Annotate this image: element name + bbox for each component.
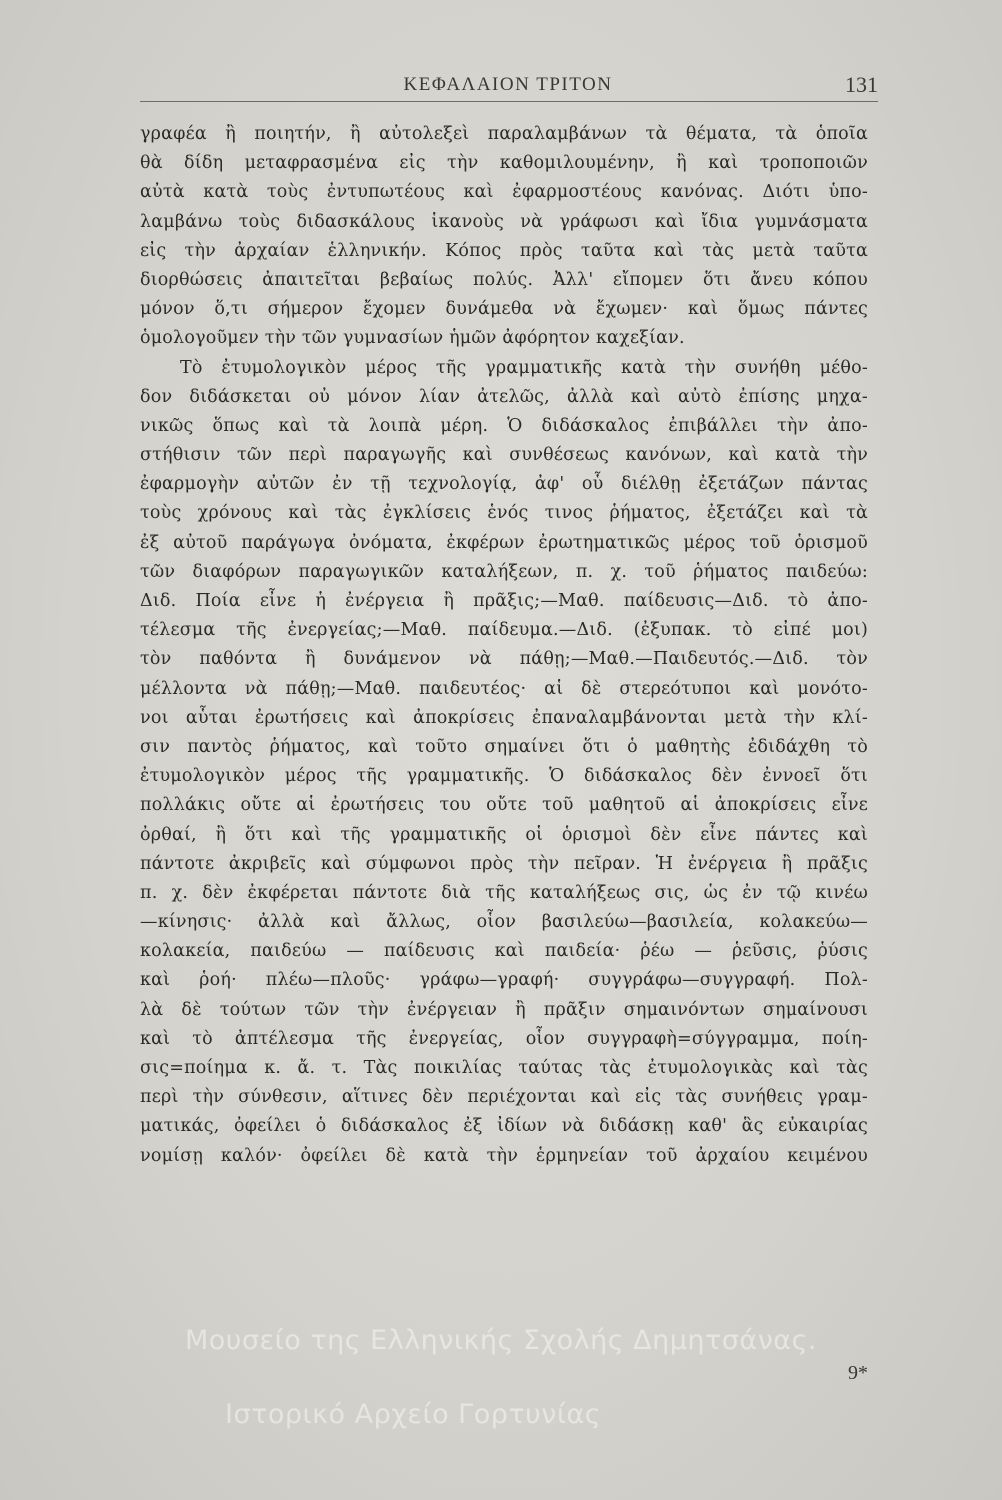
page-header (138, 66, 878, 106)
text-line: νικῶς ὅπως καὶ τὰ λοιπὰ μέρη. Ὁ διδάσκαλος ἐπιβάλλει τὴν ἀπο- (140, 415, 868, 436)
text-line: καὶ τὸ ἀπτέλεσμα τῆς ἐνεργείας, οἷον συγγραφὴ=σύγγραμμα, ποίη- (140, 1028, 868, 1049)
text-line: λαμβάνω τοὺς διδασκάλους ἱκανοὺς νὰ γράφωσι καὶ ἴδια γυμνάσματα (140, 211, 868, 232)
text-line: θὰ δίδη μεταφρασμένα εἰς τὴν καθομιλουμένην, ἢ καὶ τροποποιῶν (140, 153, 868, 174)
text-line: μέλλοντα νὰ πάθῃ;—Μαθ. παιδευτέος· αἱ δὲ στερεότυποι καὶ μονότο- (140, 678, 868, 699)
text-line: τῶν διαφόρων παραγωγικῶν καταλήξεων, π. χ. τοῦ ῥήματος παιδεύω: (140, 561, 868, 582)
text-line: πάντοτε ἀκριβεῖς καὶ σύμφωνοι πρὸς τὴν πεῖραν. Ἡ ἐνέργεια ἢ πρᾶξις (140, 853, 868, 874)
text-line: λὰ δὲ τούτων τῶν τὴν ἐνέργειαν ἢ πρᾶξιν σημαινόντων σημαίνουσι (140, 999, 868, 1020)
text-line: ἐφαρμογὴν αὐτῶν ἐν τῇ τεχνολογίᾳ, ἀφ' οὗ διέλθῃ ἐξετάζων πάντας (140, 474, 868, 495)
text-line: αὐτὰ κατὰ τοὺς ἐντυπωτέους καὶ ἐφαρμοστέους κανόνας. Διότι ὑπο- (140, 182, 868, 203)
text-line: διορθώσεις ἀπαιτεῖται βεβαίως πολύς. Ἀλλ' εἴπομεν ὅτι ἄνευ κόπου (140, 269, 868, 290)
text-line: γραφέα ἢ ποιητήν, ἢ αὐτολεξεὶ παραλαμβάνων τὰ θέματα, τὰ ὁποῖα (140, 124, 868, 144)
signature-mark: 9* (848, 1362, 868, 1384)
text-line: τοὺς χρόνους καὶ τὰς ἐγκλίσεις ἑνός τινος ῥήματος, ἐξετάζει καὶ τὰ (140, 503, 868, 524)
header-rule (140, 101, 878, 102)
text-line: σις=ποίημα κ. ἄ. τ. Τὰς ποικιλίας ταύτας τὰς ἐτυμολογικὰς καὶ τὰς (140, 1058, 868, 1078)
text-line: δον διδάσκεται οὐ μόνον λίαν ἀτελῶς, ἀλλὰ καὶ αὐτὸ ἐπίσης μηχα- (140, 386, 868, 407)
text-line: κολακεία, παιδεύω — παίδευσις καὶ παιδεία· ῥέω — ῥεῦσις, ῥύσις (140, 941, 868, 962)
text-line: ἐτυμολογικὸν μέρος τῆς γραμματικῆς. Ὁ διδάσκαλος δὲν ἐννοεῖ ὅτι (140, 766, 868, 787)
text-line: νοι αὗται ἐρωτήσεις καὶ ἀποκρίσεις ἐπαναλαμβάνονται μετὰ τὴν κλί- (140, 707, 868, 728)
text-line: στήθισιν τῶν περὶ παραγωγῆς καὶ συνθέσεως κανόνων, καὶ κατὰ τὴν (140, 445, 868, 466)
text-line: μόνον ὅ,τι σήμερον ἔχομεν δυνάμεθα νὰ ἔχωμεν· καὶ ὅμως πάντες (140, 299, 868, 320)
text-line: ὀρθαί, ἢ ὅτι καὶ τῆς γραμματικῆς οἱ ὁρισμοὶ δὲν εἶνε πάντες καὶ (140, 824, 868, 845)
text-line: ματικάς, ὀφείλει ὁ διδάσκαλος ἐξ ἰδίων νὰ διδάσκῃ καθ' ἃς εὐκαιρίας (140, 1116, 868, 1137)
page-number: 131 (845, 72, 878, 97)
body-text (140, 120, 868, 1171)
text-line: τὸν παθόντα ἢ δυνάμενον νὰ πάθῃ;—Μαθ.—Παιδευτός.—Διδ. τὸν (140, 649, 868, 670)
text-line: Διδ. Ποία εἶνε ἡ ἐνέργεια ἢ πρᾶξις;—Μαθ. παίδευσις—Διδ. τὸ ἀπο- (140, 591, 868, 611)
text-line: σιν παντὸς ῥήματος, καὶ τοῦτο σημαίνει ὅτι ὁ μαθητὴς ἐδιδάχθη τὸ (140, 736, 868, 757)
text-line: καὶ ῥοή· πλέω—πλοῦς· γράφω—γραφή· συγγράφω—συγγραφή. Πολ- (140, 970, 868, 991)
running-head: ΚΕΦΑΛΑΙΟΝ ΤΡΙΤΟΝ (403, 74, 613, 95)
watermark-line-2: Ιστορικό Αρχείο Γορτυνίας (225, 1399, 602, 1430)
watermark-line-1: Μουσείο της Ελληνικής Σχολής Δημητσάνας. (184, 1325, 818, 1356)
text-line: τέλεσμα τῆς ἐνεργείας;—Μαθ. παίδευμα.—Διδ. (ἐξυπακ. τὸ εἰπέ μοι) (140, 620, 868, 641)
text-line: πολλάκις οὔτε αἱ ἐρωτήσεις του οὔτε τοῦ μαθητοῦ αἱ ἀποκρίσεις εἶνε (140, 795, 868, 816)
text-line: περὶ τὴν σύνθεσιν, αἵτινες δὲν περιέχονται καὶ εἰς τὰς συνήθεις γραμ- (140, 1087, 868, 1108)
text-line: ἐξ αὐτοῦ παράγωγα ὀνόματα, ἐκφέρων ἐρωτηματικῶς μέρος τοῦ ὁρισμοῦ (140, 532, 868, 553)
text-line: —κίνησις· ἀλλὰ καὶ ἄλλως, οἷον βασιλεύω—βασιλεία, κολακεύω— (140, 912, 868, 933)
text-line: Τὸ ἐτυμολογικὸν μέρος τῆς γραμματικῆς κατὰ τὴν συνήθη μέθο- (180, 357, 868, 378)
text-line: π. χ. δὲν ἐκφέρεται πάντοτε διὰ τῆς καταλήξεως σις, ὡς ἐν τῷ κινέω (140, 882, 868, 903)
text-line: εἰς τὴν ἀρχαίαν ἑλληνικήν. Κόπος πρὸς ταῦτα καὶ τὰς μετὰ ταῦτα (140, 240, 868, 261)
text-line: νομίσῃ καλόν· ὀφείλει δὲ κατὰ τὴν ἑρμηνείαν τοῦ ἀρχαίου κειμένου (140, 1145, 868, 1166)
text-line: ὁμολογοῦμεν τὴν τῶν γυμνασίων ἡμῶν ἀφόρητον καχεξίαν. (140, 328, 685, 349)
